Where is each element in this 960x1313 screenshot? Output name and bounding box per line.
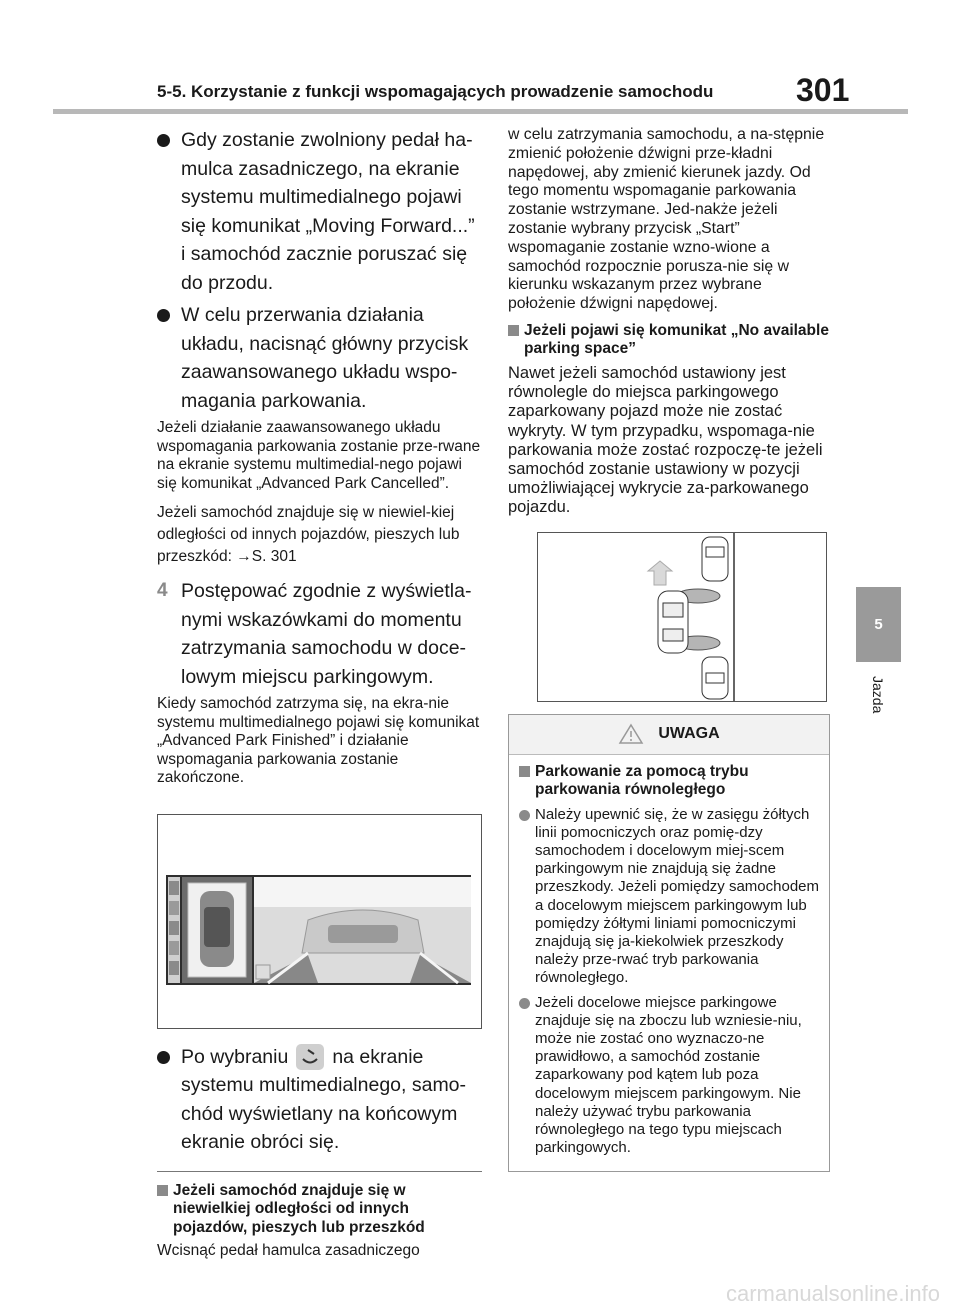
bullet-text: W celu przerwania działania układu, nacisnąć główny przycisk zaawansowanego układu wspo-magania parkowania.	[181, 304, 469, 412]
warning-title: UWAGA	[658, 725, 720, 743]
body-text: Wcisnąć pedał hamulca zasadniczego	[157, 1242, 420, 1259]
rotate-view-icon[interactable]	[296, 1044, 324, 1070]
watermark: carmanualsonline.info	[725, 1281, 940, 1306]
chapter-label-text: Jazda	[870, 676, 886, 714]
step-number: 4	[157, 580, 168, 601]
warning-bullet	[519, 806, 819, 988]
chapter-label	[862, 676, 892, 736]
multimedia-screen-figure	[157, 814, 482, 1029]
bullet-rotate	[157, 1043, 482, 1157]
square-marker-icon	[519, 766, 530, 777]
bullet-dot	[157, 1051, 170, 1064]
note-obstacles: Jeżeli samochód znajduje się w niewiel-kiej odległości od innych pojazdów, pieszych lub przeszkód: →S. 301	[157, 504, 460, 565]
multimedia-screen-illustration	[158, 815, 481, 1028]
bullet-dot	[157, 134, 170, 147]
header-rule	[53, 109, 908, 114]
bullet-dot	[519, 998, 530, 1009]
subheading-no-space	[508, 322, 830, 359]
bullet-release-brake	[157, 126, 482, 297]
page-number: 301	[796, 72, 850, 108]
left-column	[157, 126, 482, 1261]
step-text: Postępować zgodnie z wyświetla-nymi wskazówkami do momentu zatrzymania samochodu w doce-lowym miejscu parkingowym.	[181, 580, 472, 688]
parking-diagram	[537, 532, 827, 702]
bullet-text-pre: Po wybraniu	[181, 1045, 289, 1068]
warning-bullet	[519, 994, 819, 1158]
note-finished: Kiedy samochód zatrzyma się, na ekra-nie systemu multimedialnego pojawi się komunikat „Advanced Park Finished” i działanie wspomagania parkowania zostanie zakończone.	[157, 695, 480, 786]
square-marker-icon	[508, 325, 519, 336]
bullet-cancel	[157, 301, 482, 415]
warning-box	[508, 714, 830, 1173]
header-title: 5-5. Korzystanie z funkcji wspomagających prowadzenie samochodu	[157, 82, 714, 101]
square-marker-icon	[157, 1185, 168, 1196]
chapter-tab[interactable]: 5	[856, 587, 901, 662]
warning-subheading-text: Parkowanie za pomocą trybu parkowania równoległego	[535, 762, 749, 799]
warning-bullet-text: Należy upewnić się, że w zasięgu żółtych linii pomocniczych oraz pomię-dzy samochodem i docelowym miej-scem parkingowym nie znajdują się żadne przeszkody. Jeżeli pomiędzy samochodem a docelowym miejscem parkingowym lub pomiędzy żółtymi liniami pomocniczymi znajdują się ja-kiekolwiek przeszkody należy prze-rwać tryb parkowania równoległego.	[535, 805, 820, 987]
step-4	[157, 577, 482, 691]
note-cancelled: Jeżeli działanie zaawansowanego układu wspomagania parkowania zostanie prze-rwane na ekranie systemu multimedial-nego pojawi się komunikat „Advanced Park Cancelled”.	[157, 419, 481, 492]
subheading-obstacles	[157, 1182, 482, 1238]
section-divider	[157, 1171, 482, 1172]
warning-subheading	[519, 763, 819, 800]
bullet-text-rest: systemu multimedialnego, samo-chód wyświetlany na końcowym ekranie obróci się.	[181, 1074, 467, 1153]
warning-triangle-icon	[618, 723, 644, 745]
parking-diagram-illustration	[538, 533, 826, 701]
subheading-text: Jeżeli samochód znajduje się w niewielkiej odległości od innych pojazdów, pieszych lub przeszkód	[173, 1181, 425, 1236]
bullet-text: Gdy zostanie zwolniony pedał ha-mulca zasadniczego, na ekranie systemu multimedialnego pojawi się komunikat „Moving Forward...” i samochód zacznie poruszać się do przodu.	[181, 129, 475, 294]
body-no-space: Nawet jeżeli samochód ustawiony jest równolegle do miejsca parkingowego zaparkowany pojazd może nie zostać wykryty. W tym przypadku, wspomaga-nie parkowania może zostać rozpoczę-te jeżeli samochód zostanie ustawiony w pozycji umożliwiającej wykrycie za-parkowanego pojazdu.	[508, 363, 823, 517]
bullet-dot	[157, 309, 170, 322]
subheading-text: Jeżeli pojawi się komunikat „No available parking space”	[524, 321, 829, 358]
warning-body	[509, 755, 829, 1172]
bullet-text-post: na ekranie	[332, 1045, 424, 1068]
right-column	[508, 126, 830, 1172]
warning-header	[509, 715, 829, 755]
body-continuation: w celu zatrzymania samochodu, a na-stępnie zmienić położenie dźwigni prze-kładni napędowej, aby zmienić kierunek jazdy. Od tego momentu wspomaganie parkowania zostanie wstrzymane. Jed-nakże jeżeli zostanie wybrany przycisk „Start” wspomaganie zostanie wzno-wione a samochód rozpocznie porusza-nie się w kierunku wskazanym przez wybrane położenie dźwigni napędowej.	[508, 126, 825, 313]
warning-bullet-text: Jeżeli docelowe miejsce parkingowe znajduje się na zboczu lub wzniesie-niu, może nie zostać ono wyznaczo-ne prawidłowo, a samochód zostanie zaparkowany pod kątem lub poza docelowym miejscem parkingowym. Nie należy używać trybu parkowania równoległego na tego typu miejscach parkingowych.	[535, 993, 802, 1157]
bullet-dot	[519, 810, 530, 821]
